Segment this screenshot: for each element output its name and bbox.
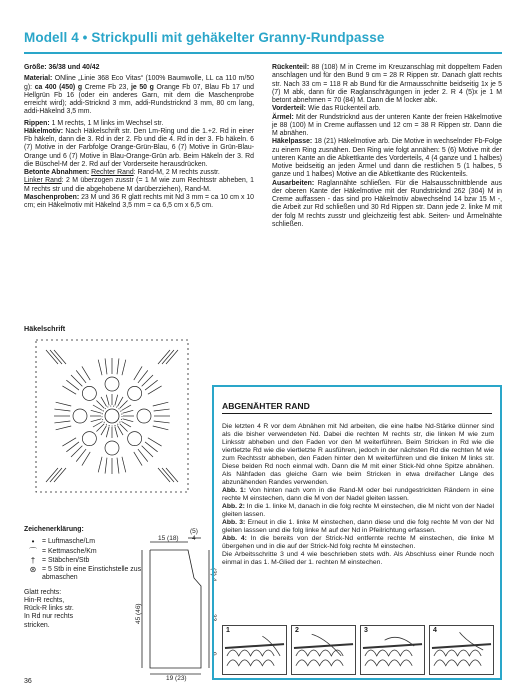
figure-number: 3: [364, 627, 368, 634]
chart-stitch: [101, 397, 107, 407]
chart-stitch: [91, 419, 102, 422]
haekelmotiv-text: Nach Häkelschrift str. Den Lm-Ring und die 1.+2. Rd in einer Fb häkeln, dann die 3. Rd in der 2. Fb und die 4. Rd in der 3. Fb häkeln. 6 (7) Motive in der Farbfolge Orange-Grün-Blau, 6 (7) Motive in Grün-Blau-Orange und 6 (7) Motive in Blau-Orange-Grün arb. Beim Häkeln der 3. Rd die Büschel-M der 2. Rd auf der Vorderseite herausdrücken.: [24, 127, 254, 168]
vorder-text: Wie das Rückenteil arb.: [305, 105, 381, 113]
chart-stitch: [54, 409, 70, 411]
chart-stitch: [134, 366, 142, 380]
chart-stitch: [105, 458, 107, 474]
chart-stitch: [56, 402, 72, 406]
haekelmotiv-label: Häkelmotiv:: [24, 127, 64, 135]
figure-3: [360, 625, 425, 675]
crochet-chart: [32, 336, 192, 496]
chart-stitch: [122, 405, 132, 411]
maschenproben-text: 23 M und 36 R glatt rechts mit Nd 3 mm = ca 10 cm x 10 cm; ein Häkelmotiv mit Häkelnd 3,5 mm = ca 6,5 cm x 6,5 cm.: [24, 193, 254, 209]
kettmasche-icon: ⌒: [29, 546, 37, 556]
material-amount-2: je 50 g: [130, 83, 154, 91]
material-amount: ca 400 (450) g: [34, 83, 83, 91]
chart-cluster: [105, 441, 119, 455]
chart-stitch: [142, 446, 153, 457]
figure-number: 1: [226, 627, 230, 634]
dim-top-left: 15 (18): [158, 535, 179, 542]
box-text: [222, 423, 494, 567]
maschenproben-label: Maschenproben:: [24, 193, 80, 201]
chart-stitch: [96, 400, 104, 408]
chart-cluster: [105, 377, 119, 391]
ruecken-label: Rückenteil:: [272, 64, 310, 71]
material-text: ONline „Linie 368 Eco Vitas“ (100% Baumwolle, LL ca 110 m/50 g):: [24, 75, 254, 91]
illustration-strip: [222, 625, 494, 675]
figure-1: [222, 625, 287, 675]
chart-stitch: [153, 402, 169, 406]
chart-stitch: [115, 395, 118, 406]
note-line: In Rd nur rechts: [24, 613, 74, 621]
betonte-text: : Rand-M, 2 M rechts zusstr.: [133, 169, 220, 176]
step-label: Abb. 2:: [222, 503, 245, 510]
chart-cluster: [73, 409, 87, 423]
chart-stitch: [134, 452, 142, 466]
linker-rand-label: Linker Rand: [24, 177, 62, 185]
material-text-2: Creme Fb 23,: [82, 83, 131, 91]
chart-stitch: [117, 358, 119, 374]
haekelschrift-label: Häkelschrift: [24, 324, 66, 333]
dim-right-small: (3) 4: [210, 568, 217, 582]
chart-stitch: [106, 395, 109, 406]
chart-stitch: [54, 421, 70, 423]
chart-stitch: [122, 422, 132, 428]
chart-stitch: [62, 386, 76, 394]
chart-stitch: [56, 426, 72, 430]
chart-stitch: [118, 397, 124, 407]
dim-height-low: 9: [210, 652, 217, 656]
figure-4: [429, 625, 494, 675]
chart-stitch: [117, 458, 119, 474]
page-number: 36: [24, 678, 32, 685]
page-title: Modell 4 • Strickpulli mit gehäkelter Granny-Rundpasse: [24, 30, 385, 45]
dim-top-right-b: 4: [192, 535, 196, 542]
chart-stitch: [122, 360, 126, 376]
chart-stitch: [91, 410, 102, 413]
right-column: [272, 64, 502, 232]
box-intro: Die letzten 4 R vor dem Abnähen mit Nd arbeiten, die eine halbe Nd-Stärke dünner sind als die bisher verwendeten Nd. Dabei die rechten M rechts str, die linken M wie zum Linksstr abheben und den Faden vor den M weiterführen. Beim Stricken in Rd wie die viertletzte Rd wie die viertletzte R ausführen, jedoch in der nächsten Rd die rechten M wie zum Rechtsstr abheben, den Faden hinter den M weiterführen und die linken M links str. Diese beiden Rd noch einmal wdh. Dann die M mit einer Stick-Nd ohne Spitze abnähen. Als Nähfaden das gleiche Garn wie beim Stricken in etwa dreifacher Länge des abzunähenden Randes verwenden.: [222, 423, 494, 486]
chart-stitch: [105, 358, 107, 374]
haekelpasse-label: Häkelpasse:: [272, 138, 313, 146]
step-text: Erneut in die 1. linke M einstechen, dann diese und die folg rechte M von der Nd gleiten lasssen und die folg linke M auf der Nd in Pfeilrichtung erfassen.: [222, 519, 494, 534]
chart-stitch: [138, 449, 148, 462]
cluster-icon: ⊛: [29, 565, 37, 574]
chart-stitch: [154, 409, 170, 411]
chart-stitch: [76, 370, 86, 383]
aermel-label: Ärmel:: [272, 113, 294, 121]
legend-text: = 5 Stb in eine Einstichstelle zus abmaschen: [42, 566, 142, 582]
box-step-4: [222, 535, 494, 551]
box-step-1: [222, 487, 494, 503]
ruecken-text: 88 (108) M in Creme im Kreuzanschlag mit doppeltem Faden anschlagen und für den Bund 9 cm = 28 R Rippen str. Danach glatt rechts str. Nach 33 cm = 118 R ab Bund für die Armausschnitte beidseitig 1x je 5 (7) M abk, dann für die Raglanschrägungen in jeder 2. R 4 (5)x je 1 M betont abnehmen = 70 (84) M. Dann die M locker abk.: [272, 64, 502, 104]
rippen-label: Rippen:: [24, 119, 50, 127]
chart-stitch: [82, 452, 90, 466]
knitting-illustration-icon: [292, 626, 355, 674]
legend-heading: Zeichenerklärung:: [24, 526, 84, 533]
chart-stitch: [98, 457, 102, 473]
chart-stitch: [66, 442, 79, 452]
chart-stitch: [145, 442, 158, 452]
chart-stitch: [145, 380, 158, 390]
size-label: Größe:: [24, 64, 47, 71]
chart-stitch: [82, 366, 90, 380]
chart-stitch: [71, 446, 82, 457]
dim-height-mid: 33: [210, 614, 217, 622]
figure-number: 2: [295, 627, 299, 634]
linker-rand-text: : 2 M überzogen zusstr (= 1 M wie zum Rechtsstr abheben, 1 M rechts str und die abgehobene M darüberziehen), Rand-M.: [24, 177, 254, 193]
chart-cluster: [128, 386, 142, 400]
step-text: In die bereits von der Strick-Nd entfernte rechte M einstechen, die linke M übergehen und in die auf der Strick-Nd folg rechte M einstechen.: [222, 535, 495, 550]
chart-stitch: [142, 375, 153, 386]
chart-cluster: [82, 432, 96, 446]
box-step-3: [222, 519, 494, 535]
rippen-text: 1 M rechts, 1 M links im Wechsel str.: [49, 119, 164, 127]
ausarbeiten-text: Raglannähte schließen. Für die Halsausschnittblende aus der oberen Kante der Häkelmotive mit der Rundstricknd 262 (304) M in Creme auffassen - das sind pro Häkelmotiv abwechselnd 14 bzw 15 M -, die Arbeit zur Rd schließen und 30 Rd Rippen str. Dann jede 2. linke M mit der folg M rechts zusstr und gleichzeitig fest abk. Seiten- und Ärmelnähte schließen.: [272, 179, 502, 228]
chart-cluster: [137, 409, 151, 423]
size-value: 36/38 und 40/42: [46, 64, 100, 71]
chart-stitch: [62, 438, 76, 446]
info-box: [212, 385, 502, 680]
size-paragraph: [24, 64, 254, 72]
note-line: Glatt rechts:: [24, 588, 62, 596]
chart-stitch: [96, 424, 104, 432]
chart-stitch: [153, 426, 169, 430]
dim-bottom: 19 (23): [166, 675, 187, 682]
chart-stitch: [123, 410, 134, 413]
figure-2: [291, 625, 356, 675]
legend-text: = Luftmasche/Lm: [42, 538, 96, 546]
staebchen-icon: †: [30, 555, 36, 565]
knitting-illustration-icon: [361, 626, 424, 674]
knitting-illustration-icon: [223, 626, 286, 674]
dim-top-right-a: (5): [190, 528, 198, 535]
material-label: Material:: [24, 75, 53, 83]
knitting-illustration-icon: [430, 626, 493, 674]
chart-stitch: [106, 427, 109, 438]
figure-number: 4: [433, 627, 437, 634]
note-line: Rück-R links str.: [24, 605, 74, 612]
haekelpasse-text: 18 (21) Häkelmotive arb. Die Motive in wechselnder Fb-Folge zu einem Ring zusnähen. Den Ring wie folgt annähen: 5 (6) Motive mit der unteren Kante an die Abkettkante des Vorderteils, 4 (4 ganze und 1 halbes) Motive beidseitig an jeden Ärmel und dann die restlichen 5 (1 halbes, 5 ganze und 1 halbes) Motive an die Abkettkante des Rückenteils.: [272, 138, 502, 179]
material-paragraph: [24, 75, 254, 116]
chart-stitch: [93, 405, 103, 411]
chart-stitch: [66, 380, 79, 390]
step-text: Von hinten nach vorn in die Rand-M oder bei rundgestrickten Rändern in eine rechte M einstechen, dann die M von der Nadel gleiten lassen.: [222, 487, 494, 502]
ausarbeiten-label: Ausarbeiten:: [272, 179, 315, 187]
chart-stitch: [154, 421, 170, 423]
vorder-label: Vorderteil:: [272, 105, 306, 113]
material-text-3: Orange Fb 07, Blau Fb 17 und Hellgrün Fb 16 (oder ein anderes Garn, mit dem die Maschenprobe erreicht wird); addi-Stricknd 3 mm, addi-Rundstricknd 3 mm, 80 cm lang, addi-Häkelnd 3,5 mm.: [24, 83, 254, 116]
step-label: Abb. 3:: [222, 519, 246, 526]
legend-text: = Kettmasche/Km: [42, 547, 97, 555]
chart-stitch: [71, 375, 82, 386]
title-bar: [24, 30, 502, 54]
box-heading: ABGENÄHTER RAND: [222, 401, 492, 414]
chart-cluster: [82, 386, 96, 400]
note-line: stricken.: [24, 621, 50, 629]
note-line: Hin-R rechts,: [24, 596, 65, 604]
chart-stitch: [138, 370, 148, 383]
chart-stitch: [76, 449, 86, 462]
chart-stitch: [115, 427, 118, 438]
dim-height-total: 45 (46): [135, 603, 142, 624]
chart-stitch: [148, 386, 162, 394]
betonte-label: Betonte Abnahmen:: [24, 169, 90, 176]
chart-stitch: [120, 400, 128, 408]
legend-text: = Stäbchen/Stb: [42, 556, 90, 564]
chart-cluster: [128, 432, 142, 446]
ruecken-paragraph: [272, 64, 502, 229]
chart-stitch: [118, 426, 124, 436]
step-label: Abb. 1:: [222, 487, 247, 494]
chart-stitch: [148, 438, 162, 446]
chart-stitch: [93, 422, 103, 428]
aermel-text: Mit der Rundstricknd aus der unteren Kante der freien Häkelmotive je 88 (100) M in Creme auffassen und 12 cm = 38 R Rippen str. Dann die M abnähen.: [272, 113, 502, 137]
box-outro: Die Arbeitsschritte 3 und 4 wie beschrieben stets wdh. Als Abschluss einer Runde noch einmal in das 1. M-Glied der 1. rechten M einstechen.: [222, 551, 494, 566]
step-label: Abb. 4:: [222, 535, 247, 542]
rechter-rand-label: Rechter Rand: [91, 169, 134, 176]
chart-stitch: [122, 457, 126, 473]
left-column: [24, 64, 254, 213]
box-step-2: [222, 503, 494, 519]
step-text: In die 1. linke M, danach in die folg rechte M einstechen, die M nicht von der Nadel gleiten lassen.: [222, 503, 495, 518]
chart-stitch: [123, 419, 134, 422]
chart-stitch: [120, 424, 128, 432]
chart-stitch: [98, 360, 102, 376]
luftmasche-icon: •: [31, 537, 35, 547]
rippen-paragraph: [24, 120, 254, 211]
chart-stitch: [101, 426, 107, 436]
